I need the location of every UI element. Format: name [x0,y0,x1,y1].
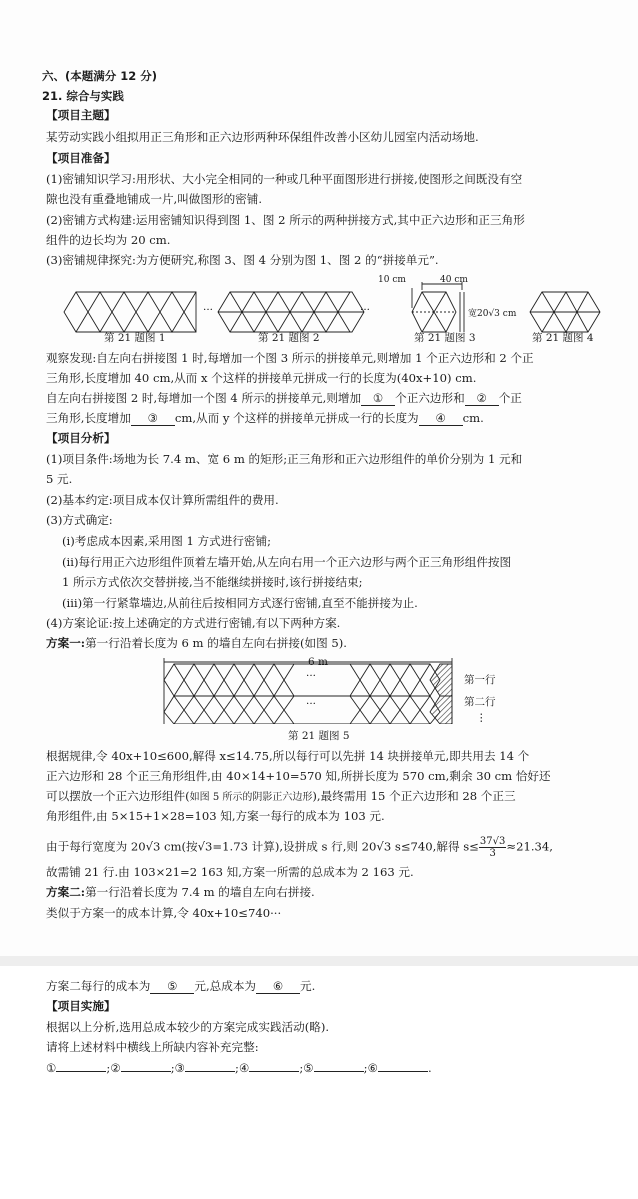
blank-1[interactable]: ① [361,391,395,406]
figure-1-ellipsis: ··· [203,304,214,316]
analysis-p3i: (ⅰ)考虑成本因素,采用图 1 方式进行密铺; [62,534,271,548]
implement-p2: 请将上述材料中横线上所缺内容补充完整: [46,1040,259,1054]
answer-label-2: ② [110,1061,121,1075]
observe-l3-text-a: 自左向右拼接图 2 时,每增加一个图 4 所示的拼接单元,则增加 [46,391,362,405]
answer-field-2[interactable] [121,1071,171,1072]
prep-heading: 【项目准备】 [46,151,116,165]
plan1-l3-note: 如图 5 所示的阴影正六边形 [189,792,313,803]
theme-heading: 【项目主题】 [46,108,116,122]
observe-l3-text-c: 个正 [498,391,522,405]
plan1-intro: 第一行沿着长度为 6 m 的墙自左向右拼接(如图 5). [85,636,347,650]
answer-end: . [427,1061,432,1075]
plan1-l2: 正六边形和 28 个正三角形组件,由 40×14+10=570 知,所拼长度为 570 cm,剩余 30 cm 恰好还 [46,769,551,783]
fraction-denominator: 3 [489,848,496,859]
analysis-p1a: (1)项目条件:场地为长 7.4 m、宽 6 m 的矩形;正三角形和正六边形组件的单价分别为 1 元和 [46,452,523,466]
answer-sep-3: ; [235,1061,239,1075]
observe-l4 [46,410,614,427]
plan1-l6: 故需铺 21 行.由 103×21=2 163 知,方案一所需的总成本为 2 163 元. [46,865,414,879]
analysis-heading: 【项目分析】 [46,431,116,445]
answer-line [46,1060,614,1077]
fraction-numerator: 37√3 [479,836,506,847]
figure-4-caption: 第 21 题图 4 [532,332,594,344]
figure-2-caption: 第 21 题图 2 [258,332,320,344]
figure-4-unit [526,290,606,334]
blank-6[interactable]: ⑥ [256,979,300,994]
figure-1-caption: 第 21 题图 1 [104,332,166,344]
plan2-l1: 类似于方案一的成本计算,令 40x+10≤740··· [46,906,282,920]
answer-sep-1: ; [106,1061,111,1075]
plan1-l5-text-b: ≈21.34, [506,839,553,854]
plan1-l4: 角形组件,由 5×15+1×28=103 知,方案一每行的成本为 103 元. [46,809,385,823]
answer-field-1[interactable] [56,1071,106,1072]
implement-heading: 【项目实施】 [46,999,116,1013]
observe-l3 [46,390,614,407]
plan1-l1: 根据规律,令 40x+10≤600,解得 x≤14.75,所以每行可以先拼 14 块拼接单元,即共用去 14 个 [46,749,530,763]
figure-3-caption: 第 21 题图 3 [414,332,476,344]
section-heading: 六、(本题满分 12 分) [42,69,158,83]
figure-2-ellipsis: ··· [360,304,371,316]
figure-5-caption: 第 21 题图 5 [288,730,350,742]
analysis-p3: (3)方式确定: [46,513,113,527]
observe-l4-text-a: 三角形,长度增加 [46,411,131,425]
blank-2[interactable]: ② [465,391,499,406]
plan1-l3 [46,788,614,806]
analysis-p2: (2)基本约定:项目成本仅计算所需组件的费用. [46,493,279,507]
prep-p2a: (2)密铺方式构建:运用密铺知识得到图 1、图 2 所示的两种拼接方式,其中正六边形和正三角形 [46,213,525,227]
prep-p1a: (1)密铺知识学习:用形状、大小完全相同的一种或几种平面图形进行拼接,使图形之间既没有空 [46,172,523,186]
plan1-l5-text-a: 由于每行宽度为 20√3 cm(按√3=1.73 计算),设拼成 s 行,则 20√3 s≤740,解得 s≤ [46,839,479,854]
answer-label-5: ⑤ [303,1061,314,1075]
answer-field-6[interactable] [378,1071,428,1072]
figure-5-row-1-label: 第一行 [464,674,496,686]
observe-l1: 观察发现:自左向右拼接图 1 时,每增加一个图 3 所示的拼接单元,则增加 1 个正六边形和 2 个正 [46,351,534,365]
figure-3-dim-40: 40 cm [440,275,468,285]
figure-5-vdots: ⋮ [476,712,487,724]
figure-1-tiling [56,290,206,334]
figure-3-dim-10: 10 cm [378,275,406,285]
plan1-l3-text-c: ),最终需用 15 个正六边形和 28 个正三 [312,789,516,803]
answer-label-4: ④ [238,1061,250,1075]
plan1-head: 方案一: [46,636,86,650]
plan2-intro: 第一行沿着长度为 7.4 m 的墙自左向右拼接. [85,885,315,899]
fraction-37root3-over-3 [479,836,506,859]
observe-l3-text-b: 个正六边形和 [395,391,465,405]
answer-label-6: ⑥ [367,1061,378,1075]
answer-field-3[interactable] [185,1071,235,1072]
plan2-cost-text-a: 方案二每行的成本为 [46,979,151,993]
observe-l2: 三角形,长度增加 40 cm,从而 x 个这样的拼接单元拼成一行的长度为(40x+10) cm. [46,371,477,385]
plan2-intro-line [46,884,614,901]
figure-5-ellipsis-row1: ··· [306,670,317,682]
answer-field-4[interactable] [249,1071,299,1072]
answer-field-5[interactable] [314,1071,364,1072]
answer-sep-5: ; [363,1061,368,1075]
blank-5[interactable]: ⑤ [150,979,194,994]
figure-5-dim-6m: 6 m [308,656,328,668]
figure-3-dim-width: 宽20√3 cm [468,309,517,319]
plan1-l5 [46,836,614,859]
answer-label-1: ① [46,1061,57,1075]
plan2-cost-line [46,978,614,995]
blank-3[interactable]: ③ [131,411,175,426]
analysis-p4: (4)方案论证:按上述确定的方式进行密铺,有以下两种方案. [46,616,341,630]
analysis-p3iia: (ⅱ)每行用正六边形组件顶着左墙开始,从左向右用一个正六边形与两个正三角形组件按图 [62,555,512,569]
plan2-cost-text-b: 元,总成本为 [194,979,257,993]
analysis-p3iib: 1 所示方式依次交替拼接,当不能继续拼接时,该行拼接结束; [62,575,363,589]
question-title: 21. 综合与实践 [42,89,124,103]
observe-l4-text-c: cm. [462,411,484,425]
theme-text: 某劳动实践小组拟用正三角形和正六边形两种环保组件改善小区幼儿园室内活动场地. [46,130,479,144]
plan1-l3-text-a: 可以摆放一个正六边形组件( [46,789,190,803]
figure-5-ellipsis-row2: ··· [306,698,317,710]
analysis-p1b: 5 元. [46,472,73,486]
prep-p2b: 组件的边长均为 20 cm. [46,233,171,247]
plan2-head: 方案二: [46,885,86,899]
answer-label-3: ③ [174,1061,186,1075]
answer-sep-2: ; [170,1061,175,1075]
prep-p1b: 隙也没有重叠地铺成一片,叫做图形的密铺. [46,192,263,206]
plan1-intro-line [46,635,614,652]
prep-p3: (3)密铺规律探究:为方便研究,称图 3、图 4 分别为图 1、图 2 的“拼接单元”. [46,253,439,267]
analysis-p3iii: (ⅲ)第一行紧靠墙边,从前往后按相同方式逐行密铺,直至不能拼接为止. [62,596,418,610]
blank-4[interactable]: ④ [419,411,463,426]
implement-p1: 根据以上分析,选用总成本较少的方案完成实践活动(略). [46,1020,330,1034]
plan2-cost-text-c: 元. [300,979,316,993]
observe-l4-text-b: cm,从而 y 个这样的拼接单元拼成一行的长度为 [174,411,419,425]
figure-2-tiling [216,290,366,334]
figure-5-row-2-label: 第二行 [464,696,496,708]
answer-sep-4: ; [299,1061,304,1075]
